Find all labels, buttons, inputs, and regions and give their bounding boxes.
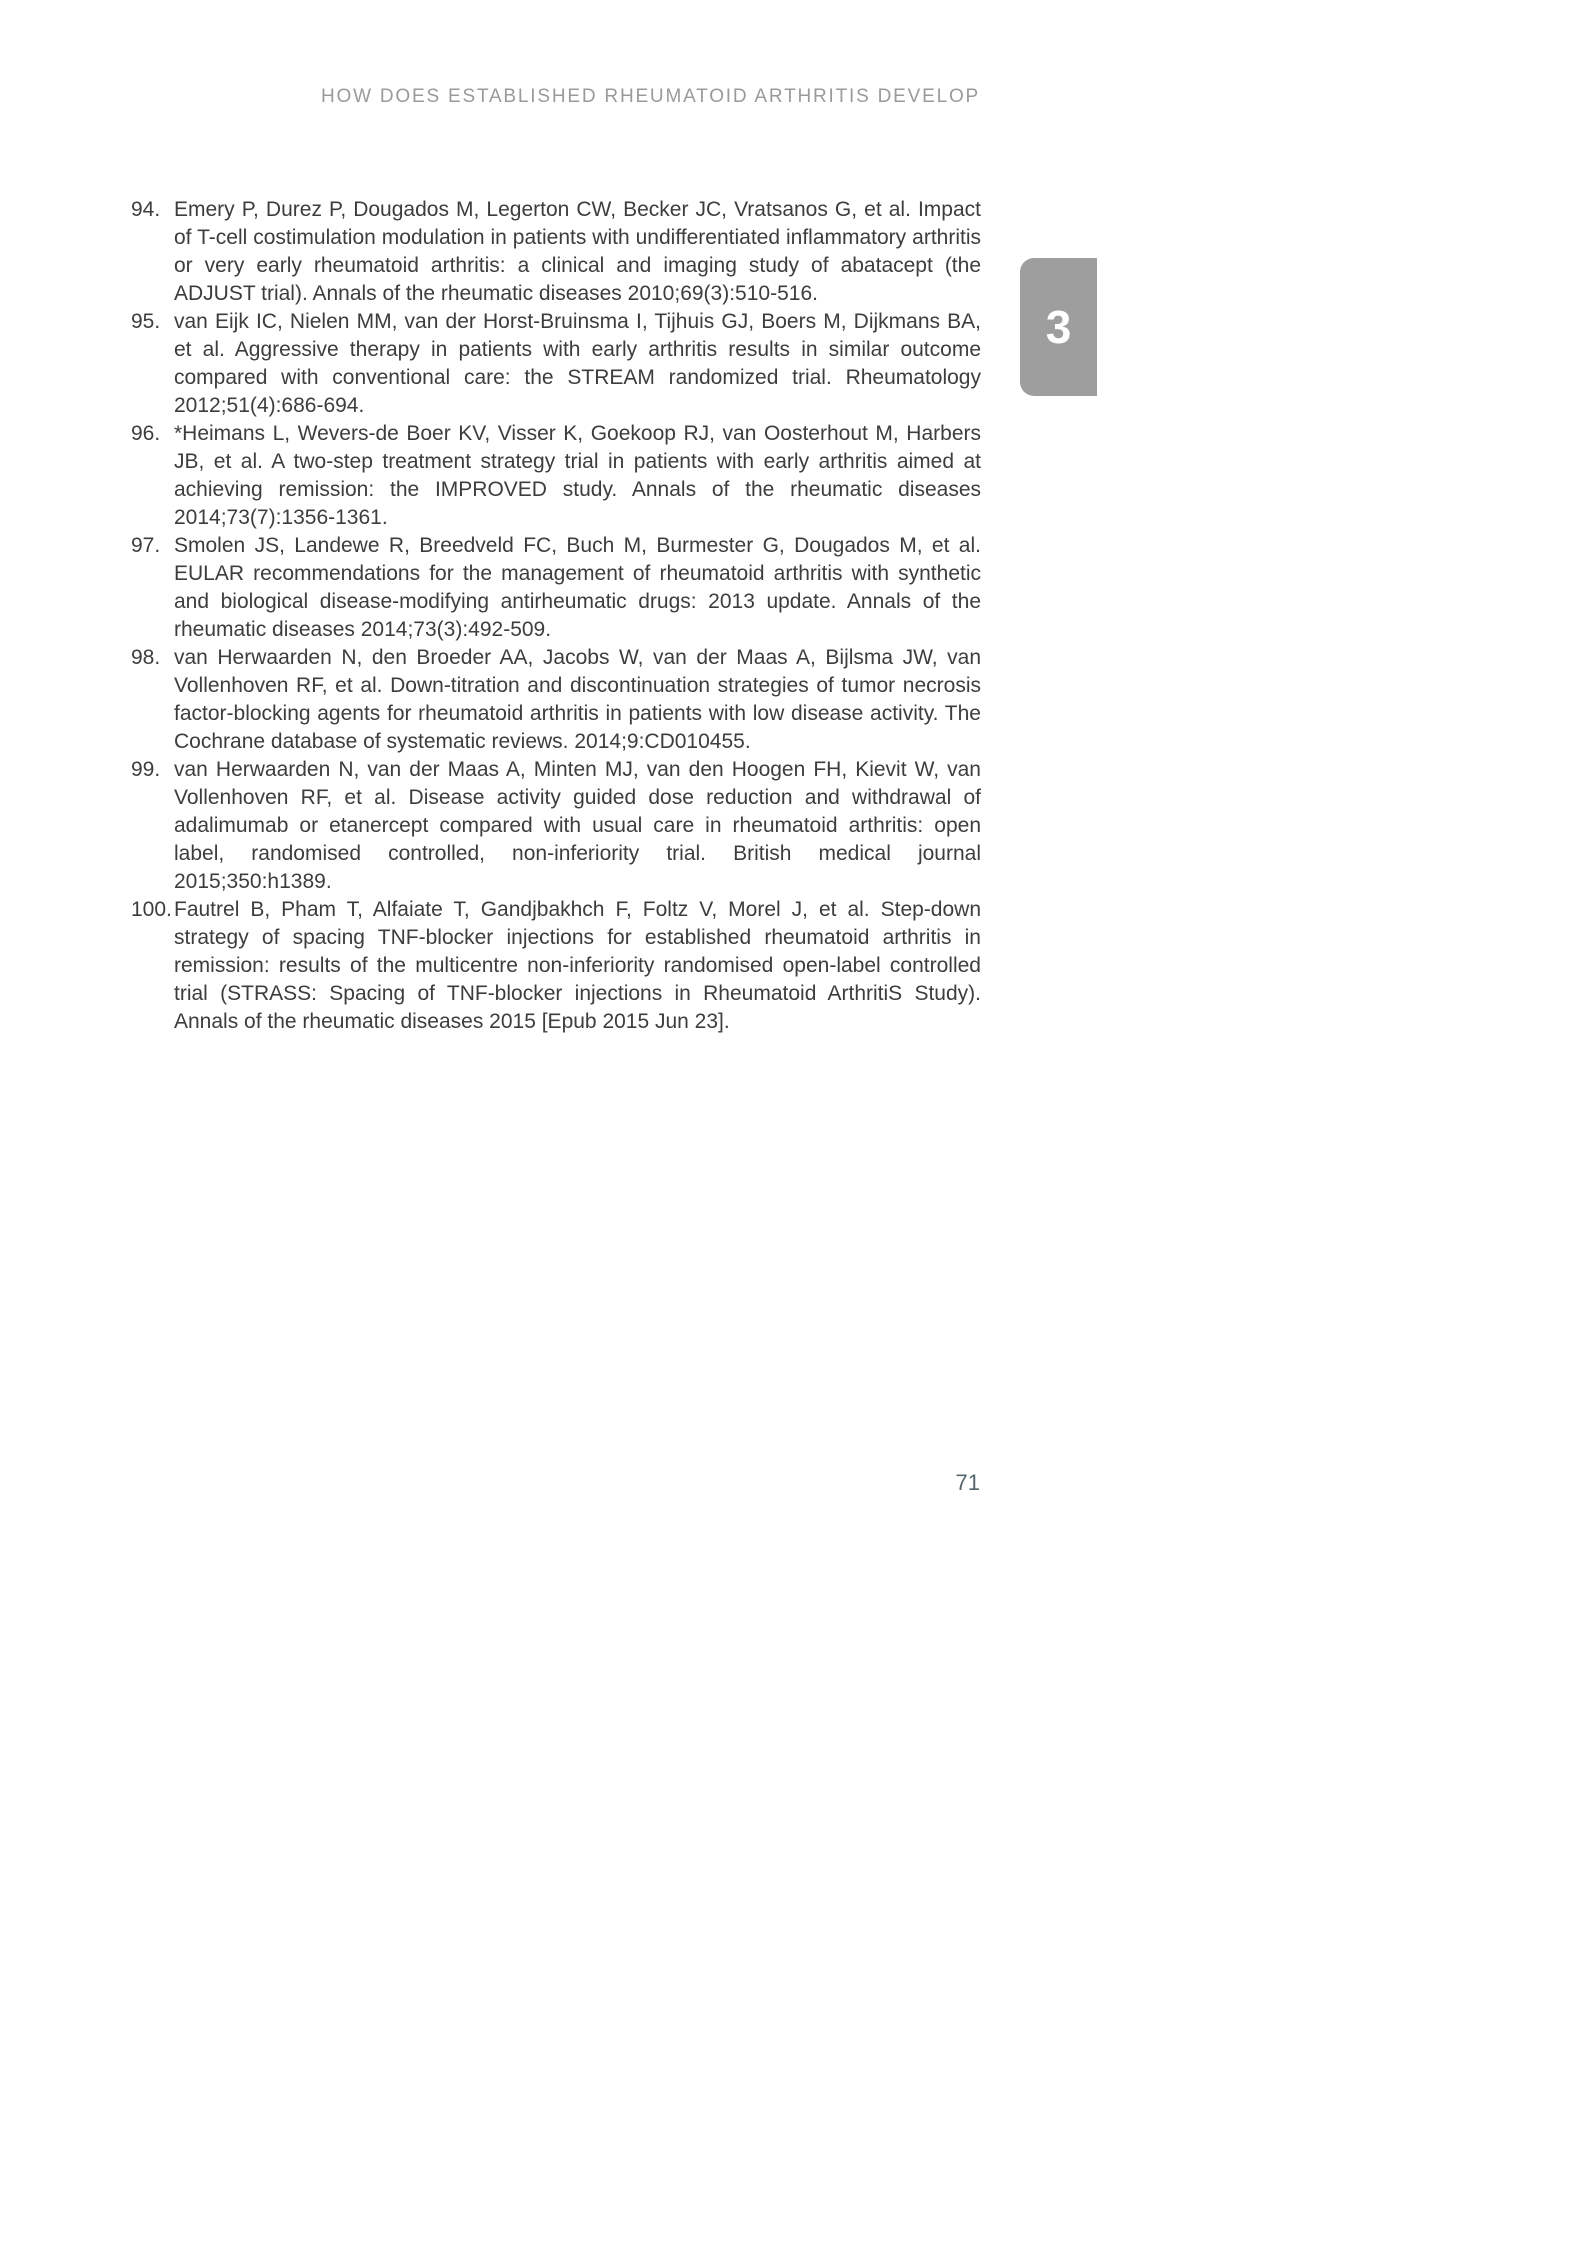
reference-number: 99.: [131, 758, 161, 781]
reference-text: van Eijk IC, Nielen MM, van der Horst-Bruinsma I, Tijhuis GJ, Boers M, Dijkmans BA, et al. Aggressive therapy in patients with early arthritis results in similar outcome compared with conventional care: the STREAM randomized trial. Rheumatology 2012;51(4):686-694.: [174, 310, 981, 417]
reference-text: *Heimans L, Wevers-de Boer KV, Visser K, Goekoop RJ, van Oosterhout M, Harbers JB, et al. A two-step treatment strategy trial in patients with early arthritis aimed at achieving remission: the IMPROVED study. Annals of the rheumatic diseases 2014;73(7):1356-1361.: [174, 422, 981, 529]
page-number: 71: [955, 1470, 980, 1495]
chapter-tab: [1020, 258, 1097, 396]
reference-number: 98.: [131, 646, 161, 669]
reference-number: 95.: [131, 310, 161, 333]
reference-item-94: [131, 196, 981, 308]
reference-item-96: [131, 420, 981, 532]
reference-text: Fautrel B, Pham T, Alfaiate T, Gandjbakhch F, Foltz V, Morel J, et al. Step-down strategy of spacing TNF-blocker injections for established rheumatoid arthritis in remission: results of the multicentre non-inferiority randomised open-label controlled trial (STRASS: Spacing of TNF-blocker injections in Rheumatoid ArthritiS Study). Annals of the rheumatic diseases 2015 [Epub 2015 Jun 23].: [174, 898, 981, 1033]
running-header: HOW DOES ESTABLISHED RHEUMATOID ARTHRITIS DEVELOP: [320, 86, 980, 107]
reference-text: van Herwaarden N, van der Maas A, Minten MJ, van den Hoogen FH, Kievit W, van Vollenhoven RF, et al. Disease activity guided dose reduction and withdrawal of adalimumab or etanercept compared with usual care in rheumatoid arthritis: open label, randomised controlled, non-inferiority trial. British medical journal 2015;350:h1389.: [174, 758, 981, 893]
reference-item-95: [131, 308, 981, 420]
reference-number: 100.: [131, 898, 172, 921]
reference-text: Smolen JS, Landewe R, Breedveld FC, Buch M, Burmester G, Dougados M, et al. EULAR recommendations for the management of rheumatoid arthritis with synthetic and biological disease-modifying antirheumatic drugs: 2013 update. Annals of the rheumatic diseases 2014;73(3):492-509.: [174, 534, 981, 641]
chapter-number: 3: [1045, 301, 1072, 353]
reference-text: van Herwaarden N, den Broeder AA, Jacobs W, van der Maas A, Bijlsma JW, van Vollenhoven RF, et al. Down-titration and discontinuation strategies of tumor necrosis factor-blocking agents for rheumatoid arthritis in patients with low disease activity. The Cochrane database of systematic reviews. 2014;9:CD010455.: [174, 646, 981, 753]
reference-item-99: [131, 756, 981, 896]
reference-number: 94.: [131, 198, 161, 221]
reference-item-98: [131, 644, 981, 756]
reference-list: [131, 196, 981, 1036]
reference-text: Emery P, Durez P, Dougados M, Legerton CW, Becker JC, Vratsanos G, et al. Impact of T-cell costimulation modulation in patients with undifferentiated inflammatory arthritis or very early rheumatoid arthritis: a clinical and imaging study of abatacept (the ADJUST trial). Annals of the rheumatic diseases 2010;69(3):510-516.: [174, 198, 981, 305]
reference-item-100: [131, 896, 981, 1036]
reference-number: 96.: [131, 422, 161, 445]
reference-item-97: [131, 532, 981, 644]
reference-number: 97.: [131, 534, 161, 557]
